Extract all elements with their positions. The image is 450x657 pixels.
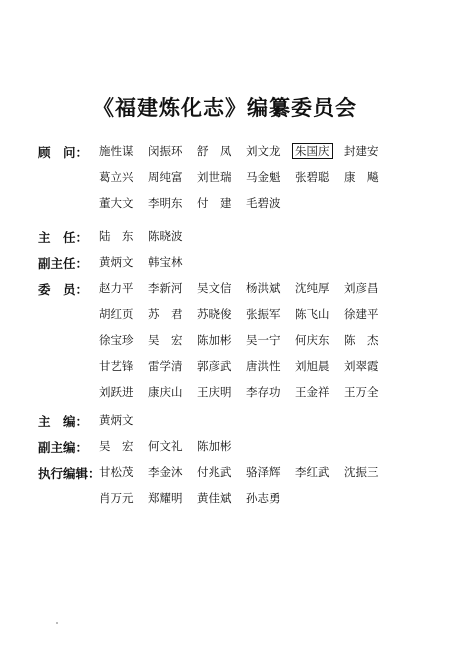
member-names (99, 254, 197, 270)
member-name: 李明东 (148, 196, 183, 210)
member-name: 刘文龙 (246, 144, 281, 158)
member-name: 刘翠霞 (344, 359, 379, 373)
member-names (99, 195, 295, 211)
member-name: 徐建平 (344, 307, 379, 321)
member-name: 付兆武 (197, 465, 232, 479)
member-name: 吴文信 (197, 281, 232, 295)
member-names (99, 306, 393, 322)
member-name: 刘世瑞 (197, 170, 232, 184)
member-name: 何庆东 (295, 333, 330, 347)
role-label: 执行编辑： (38, 466, 101, 481)
member-name: 苏晓俊 (197, 307, 232, 321)
member-name: 闵振环 (148, 144, 183, 158)
member-name: 李红武 (295, 465, 330, 479)
member-name: 康 飚 (344, 170, 379, 184)
member-name: 赵力平 (99, 281, 134, 295)
role-label: 副主任： (38, 256, 89, 271)
member-name: 陈加彬 (197, 439, 232, 453)
member-name: 毛碧波 (246, 196, 281, 210)
member-name (295, 143, 344, 159)
member-name: 王金祥 (295, 385, 330, 399)
member-names (99, 358, 393, 374)
member-name: 孙志勇 (246, 491, 281, 505)
member-name: 刘彦昌 (344, 281, 379, 295)
member-name: 吴一宁 (246, 333, 281, 347)
member-name: 郑耀明 (148, 491, 183, 505)
member-name: 刘跃进 (99, 385, 134, 399)
member-name: 吴 宏 (99, 439, 134, 453)
member-names (99, 490, 295, 506)
member-name: 付 建 (197, 196, 232, 210)
member-names (99, 438, 246, 454)
member-name: 甘松茂 (99, 465, 134, 479)
member-name: 杨洪斌 (246, 281, 281, 295)
member-names (99, 332, 393, 348)
page-title: 《福建炼化志》编纂委员会 (93, 96, 357, 120)
member-name: 苏 君 (148, 307, 183, 321)
member-name: 雷学清 (148, 359, 183, 373)
role-label: 顾 问： (38, 145, 89, 160)
member-name: 吴 宏 (148, 333, 183, 347)
member-names (99, 464, 393, 480)
member-names (99, 384, 393, 400)
boxed-member-name: 朱国庆 (292, 143, 333, 159)
member-names (99, 412, 148, 428)
member-name: 张振军 (246, 307, 281, 321)
member-names (99, 143, 393, 159)
member-names (99, 280, 393, 296)
member-name: 李金沐 (148, 465, 183, 479)
member-name: 何文礼 (148, 439, 183, 453)
member-name: 马金魁 (246, 170, 281, 184)
member-name: 张碧聪 (295, 170, 330, 184)
role-label: 委 员： (38, 282, 89, 297)
member-name: 李存功 (246, 385, 281, 399)
member-name: 董大文 (99, 196, 134, 210)
member-name: 黄炳文 (99, 413, 134, 427)
member-name: 郭彦武 (197, 359, 232, 373)
member-name: 封建安 (344, 144, 379, 158)
member-name: 骆泽辉 (246, 465, 281, 479)
member-name: 陈加彬 (197, 333, 232, 347)
member-name: 刘旭晨 (295, 359, 330, 373)
member-name: 陈飞山 (295, 307, 330, 321)
role-label: 主 任： (38, 230, 89, 245)
member-names (99, 169, 393, 185)
member-name: 沈纯厚 (295, 281, 330, 295)
scan-speck (56, 622, 58, 624)
member-name: 唐洪性 (246, 359, 281, 373)
role-label: 副主编： (38, 440, 89, 455)
member-name: 胡红页 (99, 307, 134, 321)
member-name: 徐宝珍 (99, 333, 134, 347)
member-name: 陈 杰 (344, 333, 379, 347)
member-name: 王庆明 (197, 385, 232, 399)
member-name: 葛立兴 (99, 170, 134, 184)
member-name: 甘艺锋 (99, 359, 134, 373)
member-name: 黄炳文 (99, 255, 134, 269)
member-name: 沈振三 (344, 465, 379, 479)
member-name: 周纯富 (148, 170, 183, 184)
role-label: 主 编： (38, 414, 89, 429)
member-name: 施性谋 (99, 144, 134, 158)
member-name: 肖万元 (99, 491, 134, 505)
member-names (99, 228, 197, 244)
member-name: 舒 凤 (197, 144, 232, 158)
member-name: 康庆山 (148, 385, 183, 399)
member-name: 王万全 (344, 385, 379, 399)
member-name: 李新河 (148, 281, 183, 295)
member-name: 黄佳斌 (197, 491, 232, 505)
member-name: 陆 东 (99, 229, 134, 243)
member-name: 陈晓波 (148, 229, 183, 243)
member-name: 韩宝林 (148, 255, 183, 269)
